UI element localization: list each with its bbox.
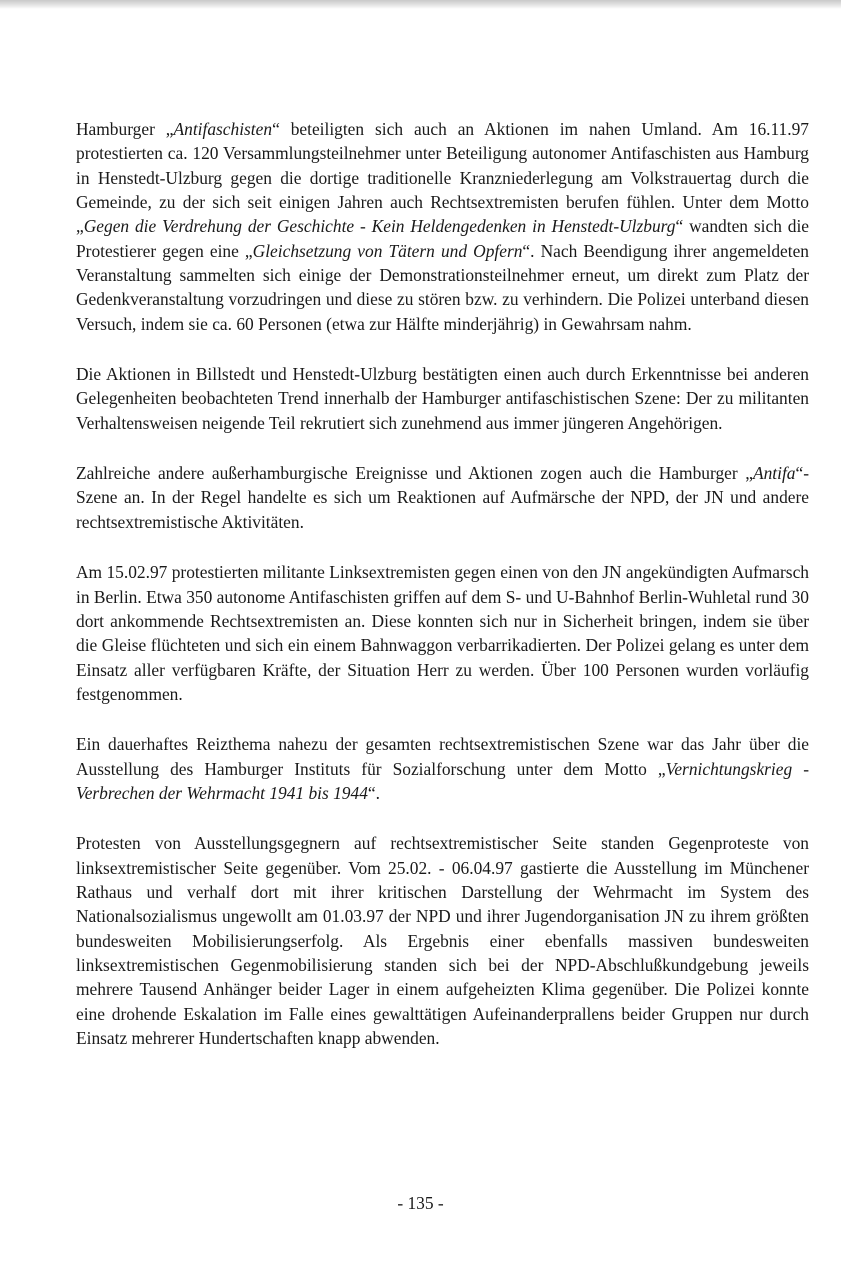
text-run: “-Szene an. In der Regel handelte es sich um Reaktionen auf Aufmärsche der NPD, der JN und andere rechtsextremistische Aktivitäten. — [76, 463, 809, 532]
text-run: “ wandten sich die Protestierer gegen eine „ — [76, 216, 809, 261]
scan-edge-shadow — [0, 0, 841, 9]
paragraph-berlin-wuhletal — [76, 560, 809, 706]
quoted-motto-italic: Gleichsetzung von Tätern und Opfern — [252, 240, 523, 261]
text-run: Die Aktionen in Billstedt und Henstedt-Ulzburg bestätigten einen auch durch Erkenntnisse bei anderen Gelegenheiten beobachteten Trend innerhalb der Hamburger antifaschistischen Szene: Der zu militanten Verhaltensweisen neigende Teil rekrutiert sich zunehmend aus immer jüngeren Angehörigen. — [76, 364, 809, 433]
page-body — [76, 117, 809, 1076]
paragraph-munich-counterprotest — [76, 831, 809, 1050]
text-run: Ein dauerhaftes Reizthema nahezu der gesamten rechtsextremistischen Szene war das Jahr über die Ausstellung des Hamburger Instituts für Sozialforschung unter dem Motto „ — [76, 734, 809, 779]
text-run: Hamburger „ — [76, 119, 174, 139]
text-run: “. — [367, 782, 380, 803]
paragraph-henstedt-ulzburg-protest — [76, 117, 809, 336]
paragraph-external-events — [76, 461, 809, 534]
text-run: “. Nach Beendigung ihrer angemeldeten Veranstaltung sammelten sich einige der Demonstrationsteilnehmer erneut, um direkt zum Platz der Gedenkveranstaltung vorzudringen und diese zu stören bzw. zu verhindern. Die Polizei unterband diesen Versuch, indem sie ca. 60 Personen (etwa zur Hälfte minderjährig) in Gewahrsam nahm. — [76, 240, 809, 334]
quoted-motto-italic: Vernichtungskrieg - Verbrechen der Wehrmacht 1941 bis 1944 — [76, 758, 809, 803]
text-run: Protesten von Ausstellungsgegnern auf rechtsextremistischer Seite standen Gegenproteste von linksextremistischer Seite gegenüber. Vom 25.02. - 06.04.97 gastierte die Ausstellung im Münchener Rathaus und verhalf dort mit ihrer kritischen Darstellung der Wehrmacht im System des Nationalsozialismus ungewollt am 01.03.97 der NPD und ihrer Jugendorganisation JN zu ihrem größten bundesweiten Mobilisierungserfolg. Als Ergebnis einer ebenfalls massiven bundesweiten linksextremistischen Gegenmobilisierung standen sich bei der NPD-Abschlußkundgebung jeweils mehrere Tausend Anhänger beider Lager in einem aufgeheizten Klima gegenüber. Die Polizei konnte eine drohende Eskalation im Falle eines gewalttätigen Aufeinanderprallens beider Gruppen nur durch Einsatz mehrerer Hundertschaften knapp abwenden. — [76, 833, 809, 1048]
page-number: - 135 - — [397, 1193, 444, 1213]
text-run: Zahlreiche andere außerhamburgische Ereignisse und Aktionen zogen auch die Hamburger „ — [76, 463, 753, 484]
quoted-motto-italic: Antifa — [752, 463, 796, 484]
paragraph-militant-trend — [76, 362, 809, 435]
text-run: “ beteiligten sich auch an Aktionen im nahen Umland. Am 16.11.97 protestierten ca. 120 Versammlungsteilnehmer unter Beteiligung autonomer Antifaschisten aus Hamburg in Henstedt-Ulzburg gegen die dortige traditionelle Kranzniederlegung am Volkstrauertag durch die Gemeinde, zu der sich seit einigen Jahren auch Rechtsextremisten berufen fühlen. Unter dem Motto „ — [76, 119, 809, 237]
quoted-motto-italic: Antifaschisten — [173, 119, 273, 139]
paragraph-wehrmacht-exhibition — [76, 732, 809, 805]
text-run: Am 15.02.97 protestierten militante Linksextremisten gegen einen von den JN angekündigten Aufmarsch in Berlin. Etwa 350 autonome Antifaschisten griffen auf dem S- und U-Bahnhof Berlin-Wuhletal rund 30 dort ankommende Rechtsextremisten an. Diese konnten sich nur in Sicherheit bringen, indem sie über die Gleise flüchteten und sich ein einem Bahnwaggon verbarrikadierten. Der Polizei gelang es unter dem Einsatz aller verfügbaren Kräfte, der Situation Herr zu werden. Über 100 Personen wurden vorläufig festgenommen. — [76, 562, 809, 704]
quoted-motto-italic: Gegen die Verdrehung der Geschichte - Kein Heldengedenken in Henstedt-Ulzburg — [83, 216, 676, 237]
